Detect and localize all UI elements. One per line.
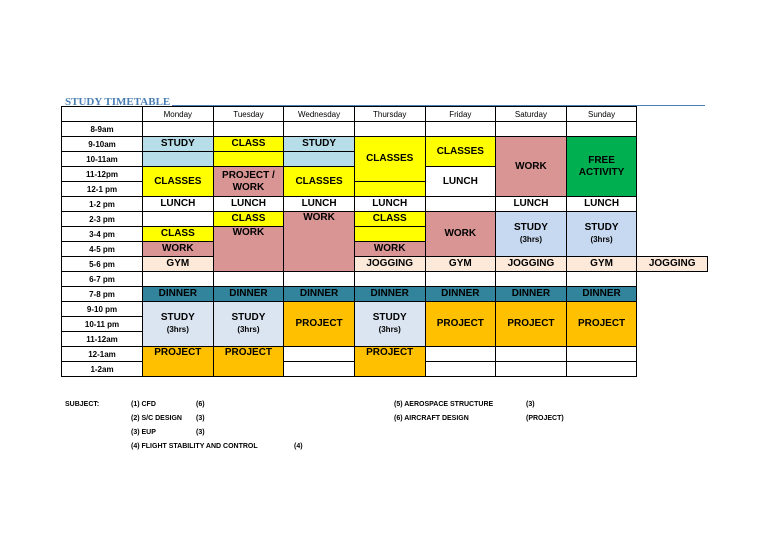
subject-name: (1) CFD bbox=[131, 401, 156, 408]
project-cell: PROJECT bbox=[425, 302, 496, 347]
work-cell: WORK bbox=[143, 242, 214, 257]
corner-cell bbox=[62, 107, 143, 122]
subject-name: (3) EUP bbox=[131, 429, 156, 436]
empty-cell bbox=[566, 362, 637, 377]
day-header: Friday bbox=[425, 107, 496, 122]
time-label: 10-11 pm bbox=[62, 317, 143, 332]
empty-cell bbox=[425, 347, 496, 362]
time-label: 11-12pm bbox=[62, 167, 143, 182]
empty-cell bbox=[566, 122, 637, 137]
project-cell: PROJECT bbox=[496, 302, 567, 347]
study-cell: STUDY bbox=[143, 137, 214, 152]
timetable bbox=[61, 106, 708, 377]
work-cell: WORK bbox=[496, 137, 567, 197]
study-cell bbox=[143, 152, 214, 167]
empty-cell bbox=[284, 122, 355, 137]
dinner-cell: DINNER bbox=[496, 287, 567, 302]
class-cell: CLASS bbox=[143, 227, 214, 242]
work-cell: WORK bbox=[354, 242, 425, 257]
subject-count: (3) bbox=[196, 415, 205, 422]
table-row bbox=[62, 257, 708, 272]
work-cell: WORK bbox=[284, 212, 355, 272]
subject-name: (6) AIRCRAFT DESIGN bbox=[394, 415, 469, 422]
empty-cell bbox=[143, 272, 214, 287]
gym-cell: GYM bbox=[143, 257, 214, 272]
time-label: 5-6 pm bbox=[62, 257, 143, 272]
empty-cell bbox=[284, 272, 355, 287]
lunch-cell: LUNCH bbox=[143, 197, 214, 212]
lunch-cell: LUNCH bbox=[496, 197, 567, 212]
dinner-cell: DINNER bbox=[143, 287, 214, 302]
day-header: Monday bbox=[143, 107, 214, 122]
time-label: 6-7 pm bbox=[62, 272, 143, 287]
time-label: 12-1 pm bbox=[62, 182, 143, 197]
subject-legend-right bbox=[394, 398, 644, 426]
table-row bbox=[62, 287, 708, 302]
work-cell: WORK bbox=[425, 212, 496, 257]
empty-cell bbox=[425, 362, 496, 377]
table-row bbox=[62, 302, 708, 317]
gym-cell: GYM bbox=[425, 257, 496, 272]
project-cell: PROJECT bbox=[213, 347, 284, 377]
empty-cell bbox=[354, 272, 425, 287]
dinner-cell: DINNER bbox=[566, 287, 637, 302]
table-row bbox=[62, 197, 708, 212]
time-label: 3-4 pm bbox=[62, 227, 143, 242]
subject-count: (4) bbox=[294, 443, 303, 450]
empty-cell bbox=[143, 212, 214, 227]
empty-cell bbox=[566, 272, 637, 287]
project-cell: PROJECT bbox=[143, 347, 214, 377]
dinner-cell: DINNER bbox=[354, 287, 425, 302]
time-label: 9-10am bbox=[62, 137, 143, 152]
subject-legend-left bbox=[65, 398, 365, 454]
empty-cell bbox=[425, 197, 496, 212]
jogging-cell: JOGGING bbox=[496, 257, 567, 272]
time-label: 8-9am bbox=[62, 122, 143, 137]
dinner-cell: DINNER bbox=[213, 287, 284, 302]
jogging-cell: JOGGING bbox=[354, 257, 425, 272]
lunch-cell: LUNCH bbox=[213, 197, 284, 212]
subject-name: (2) S/C DESIGN bbox=[131, 415, 182, 422]
classes-cell bbox=[354, 182, 425, 197]
dinner-cell: DINNER bbox=[425, 287, 496, 302]
table-row bbox=[62, 272, 708, 287]
lunch-cell: LUNCH bbox=[354, 197, 425, 212]
empty-cell bbox=[566, 347, 637, 362]
empty-cell bbox=[284, 347, 355, 362]
time-label: 2-3 pm bbox=[62, 212, 143, 227]
project-cell: PROJECT bbox=[354, 347, 425, 377]
table-row bbox=[62, 212, 708, 227]
empty-cell bbox=[425, 122, 496, 137]
empty-cell bbox=[425, 272, 496, 287]
page-title: STUDY TIMETABLE bbox=[65, 96, 171, 108]
time-label: 12-1am bbox=[62, 347, 143, 362]
project-work-cell: PROJECT / WORK bbox=[213, 167, 284, 197]
empty-cell bbox=[143, 122, 214, 137]
study-cell: STUDY (3hrs) bbox=[496, 212, 567, 257]
time-label: 10-11am bbox=[62, 152, 143, 167]
empty-cell bbox=[284, 362, 355, 377]
classes-cell: CLASSES bbox=[284, 167, 355, 197]
study-cell bbox=[284, 152, 355, 167]
class-cell: CLASS bbox=[354, 212, 425, 227]
table-row bbox=[62, 347, 708, 362]
free-activity-cell: FREE ACTIVITY bbox=[566, 137, 637, 197]
table-row bbox=[62, 137, 708, 152]
time-label: 1-2am bbox=[62, 362, 143, 377]
project-cell: PROJECT bbox=[284, 302, 355, 347]
study-cell: STUDY bbox=[284, 137, 355, 152]
subject-count: (6) bbox=[196, 401, 205, 408]
subject-name: (5) AEROSPACE STRUCTURE bbox=[394, 401, 494, 408]
study-cell: STUDY (3hrs) bbox=[143, 302, 214, 347]
empty-cell bbox=[213, 272, 284, 287]
classes-cell: CLASSES bbox=[354, 137, 425, 182]
time-label: 7-8 pm bbox=[62, 287, 143, 302]
day-header: Saturday bbox=[496, 107, 567, 122]
header-row bbox=[62, 107, 708, 122]
class-cell: CLASS bbox=[213, 137, 284, 152]
subject-label: SUBJECT: bbox=[65, 401, 100, 408]
title-row bbox=[65, 92, 705, 106]
empty-cell bbox=[496, 122, 567, 137]
time-label: 4-5 pm bbox=[62, 242, 143, 257]
empty-cell bbox=[496, 272, 567, 287]
class-cell bbox=[213, 152, 284, 167]
empty-cell bbox=[354, 122, 425, 137]
day-header: Thursday bbox=[354, 107, 425, 122]
day-header: Tuesday bbox=[213, 107, 284, 122]
day-header: Sunday bbox=[566, 107, 637, 122]
subject-count: (PROJECT) bbox=[526, 415, 564, 422]
study-cell: STUDY (3hrs) bbox=[566, 212, 637, 257]
table-row bbox=[62, 122, 708, 137]
subject-count: (3) bbox=[196, 429, 205, 436]
time-label: 11-12am bbox=[62, 332, 143, 347]
class-cell: CLASS bbox=[213, 212, 284, 227]
lunch-cell: LUNCH bbox=[284, 197, 355, 212]
work-cell: WORK bbox=[213, 227, 284, 272]
classes-cell: CLASSES bbox=[425, 137, 496, 167]
subject-name: (4) FLIGHT STABILITY AND CONTROL bbox=[131, 443, 258, 450]
lunch-cell: LUNCH bbox=[566, 197, 637, 212]
jogging-cell: JOGGING bbox=[637, 257, 708, 272]
project-cell: PROJECT bbox=[566, 302, 637, 347]
lunch-cell: LUNCH bbox=[425, 167, 496, 197]
gym-cell: GYM bbox=[566, 257, 637, 272]
class-cell bbox=[354, 227, 425, 242]
empty-cell bbox=[496, 347, 567, 362]
subject-count: (3) bbox=[526, 401, 535, 408]
time-label: 9-10 pm bbox=[62, 302, 143, 317]
dinner-cell: DINNER bbox=[284, 287, 355, 302]
empty-cell bbox=[496, 362, 567, 377]
study-cell: STUDY (3hrs) bbox=[213, 302, 284, 347]
empty-cell bbox=[213, 122, 284, 137]
study-cell: STUDY (3hrs) bbox=[354, 302, 425, 347]
classes-cell: CLASSES bbox=[143, 167, 214, 197]
day-header: Wednesday bbox=[284, 107, 355, 122]
time-label: 1-2 pm bbox=[62, 197, 143, 212]
